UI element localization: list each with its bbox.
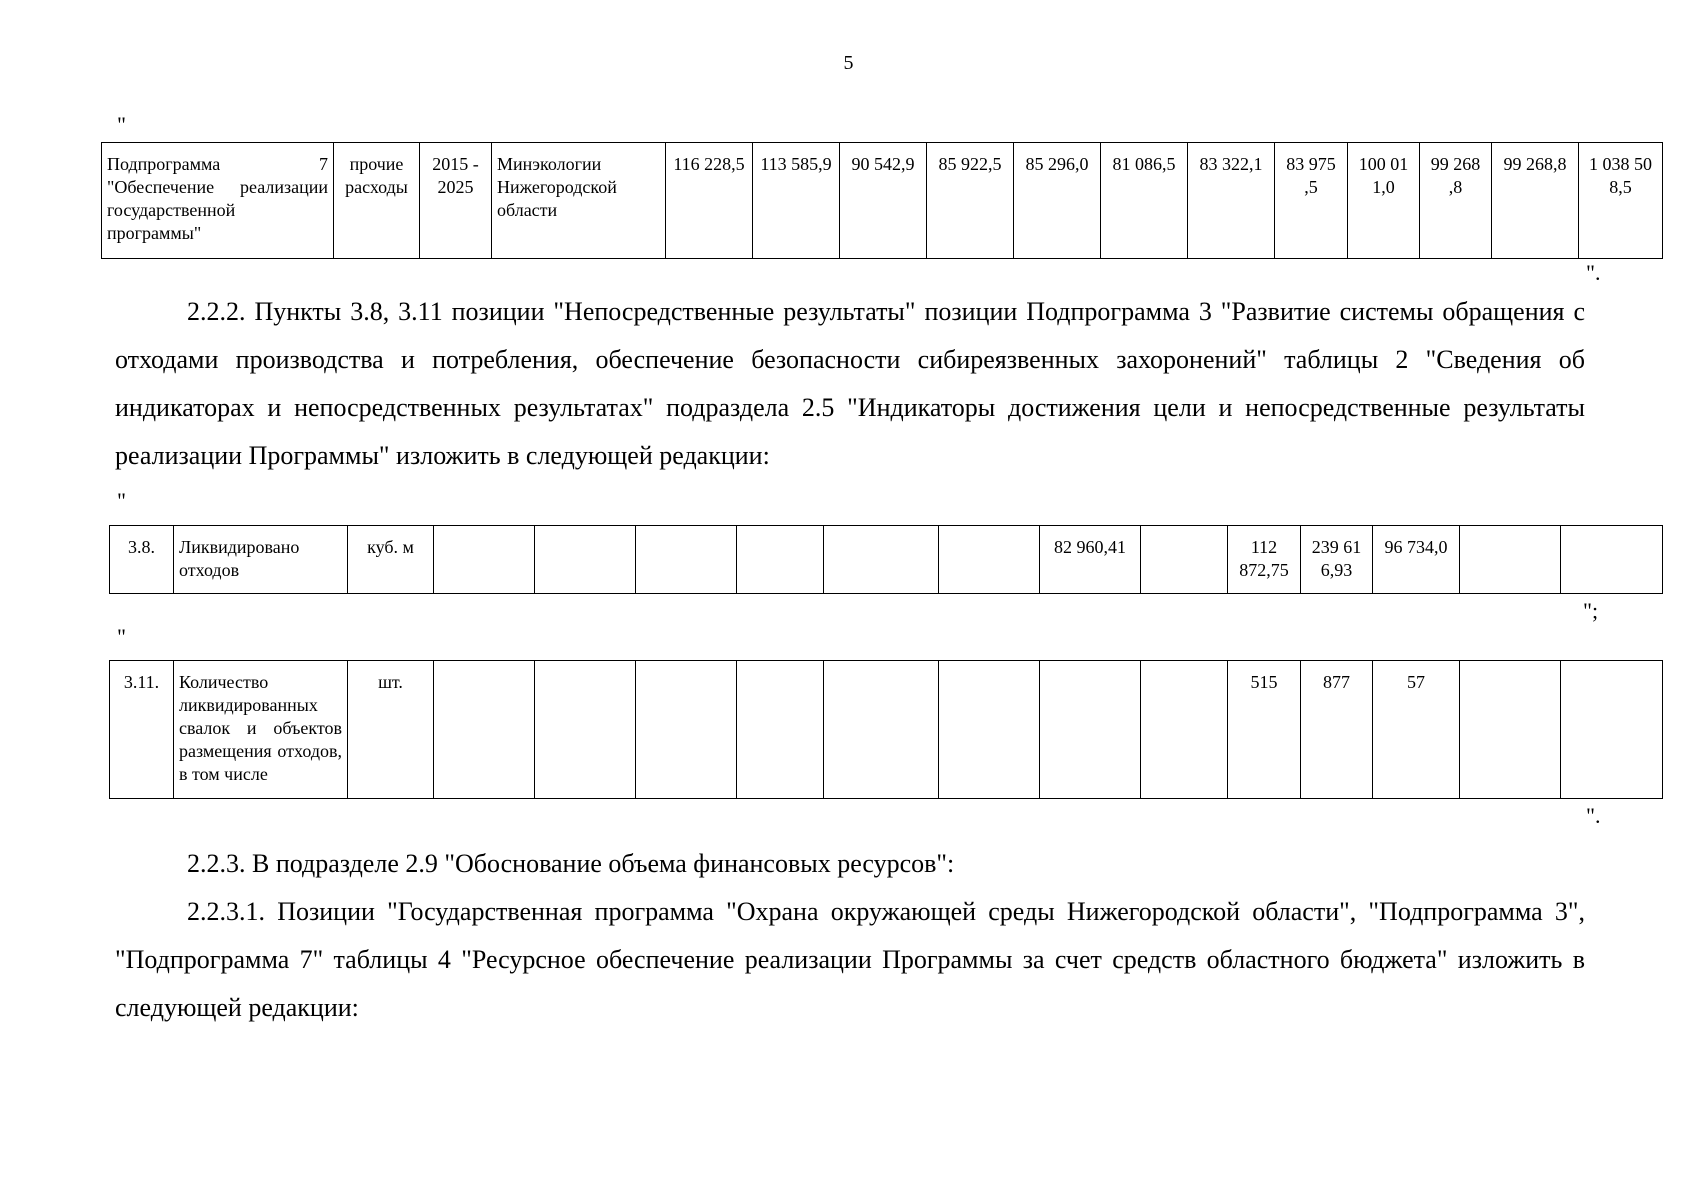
- value-cell: 85 296,0: [1014, 143, 1101, 259]
- unit-cell: шт.: [348, 661, 434, 799]
- value-cell: 877: [1301, 661, 1373, 799]
- value-cell: [939, 661, 1040, 799]
- value-cell: 239 61 6,93: [1301, 526, 1373, 594]
- paragraph-2-2-3: 2.2.3. В подразделе 2.9 "Обоснование объема финансовых ресурсов":: [187, 849, 955, 878]
- value-cell: 82 960,41: [1040, 526, 1141, 594]
- value-cell: [1040, 661, 1141, 799]
- table1-closing-quote: ".: [1586, 260, 1601, 285]
- value-cell: [535, 526, 636, 594]
- subprogram-name-cell: Подпрограмма 7 "Обеспечение реализации государственной программы": [102, 143, 334, 259]
- indicator-3-8-table: [109, 525, 1663, 594]
- value-cell: [636, 661, 737, 799]
- value-cell: 85 922,5: [927, 143, 1014, 259]
- table3-closing-quote: ".: [1586, 803, 1601, 828]
- opening-quote: ": [117, 488, 126, 513]
- indicator-number-cell: 3.11.: [110, 661, 174, 799]
- value-cell: [636, 526, 737, 594]
- value-cell: [1460, 526, 1561, 594]
- value-cell: 81 086,5: [1101, 143, 1188, 259]
- table-row: [110, 526, 1663, 594]
- indicator-name-cell: Ликвидировано отходов: [174, 526, 348, 594]
- value-cell: 99 268 ,8: [1420, 143, 1492, 259]
- value-cell: [434, 526, 535, 594]
- paragraph-2-2-3-1: 2.2.3.1. Позиции "Государственная программа "Охрана окружающей среды Нижегородской области", "Подпрограмма 3", "Подпрограмма 7" таблицы 4 "Ресурсное обеспечение реализации Программы за счет средств областного бюджета" изложить в следующей редакции:: [115, 897, 1585, 1022]
- value-cell: 515: [1228, 661, 1301, 799]
- value-cell: 100 01 1,0: [1348, 143, 1420, 259]
- value-cell: 113 585,9: [753, 143, 840, 259]
- value-cell: [1460, 661, 1561, 799]
- value-cell: 112 872,75: [1228, 526, 1301, 594]
- indicator-3-11-table: [109, 660, 1663, 799]
- unit-cell: куб. м: [348, 526, 434, 594]
- expense-type-cell: прочие расходы: [334, 143, 420, 259]
- value-cell: [1141, 526, 1228, 594]
- value-cell: 83 975 ,5: [1275, 143, 1348, 259]
- value-cell: [824, 526, 939, 594]
- opening-quote: ": [117, 624, 126, 649]
- executor-cell: Минэкологии Нижегородской области: [492, 143, 666, 259]
- value-cell: 116 228,5: [666, 143, 753, 259]
- value-cell: [1141, 661, 1228, 799]
- value-cell: 90 542,9: [840, 143, 927, 259]
- table2-closing-quote: ";: [1583, 598, 1599, 623]
- value-cell: [1561, 661, 1663, 799]
- table-row: [110, 661, 1663, 799]
- value-cell: 99 268,8: [1492, 143, 1579, 259]
- value-cell: [1561, 526, 1663, 594]
- value-cell: [737, 661, 824, 799]
- indicator-number-cell: 3.8.: [110, 526, 174, 594]
- value-cell: 96 734,0: [1373, 526, 1460, 594]
- value-cell: 1 038 50 8,5: [1579, 143, 1663, 259]
- value-cell: [824, 661, 939, 799]
- value-cell: [434, 661, 535, 799]
- value-cell: 57: [1373, 661, 1460, 799]
- subprogram-7-table: [101, 142, 1663, 259]
- indicator-name-cell: Количество ликвидированных свалок и объектов размещения отходов, в том числе: [174, 661, 348, 799]
- period-cell: 2015 - 2025: [420, 143, 492, 259]
- value-cell: 83 322,1: [1188, 143, 1275, 259]
- value-cell: [737, 526, 824, 594]
- value-cell: [939, 526, 1040, 594]
- opening-quote: ": [117, 112, 126, 137]
- table-row: [102, 143, 1663, 259]
- paragraph-2-2-2: 2.2.2. Пункты 3.8, 3.11 позиции "Непосредственные результаты" позиции Подпрограмма 3 "Развитие системы обращения с отходами производства и потребления, обеспечение безопасности сибиреязвенных захоронений" таблицы 2 "Сведения об индикаторах и непосредственных результатах" подраздела 2.5 "Индикаторы достижения цели и непосредственные результаты реализации Программы" изложить в следующей редакции:: [115, 297, 1585, 470]
- value-cell: [535, 661, 636, 799]
- page-number: 5: [843, 52, 854, 74]
